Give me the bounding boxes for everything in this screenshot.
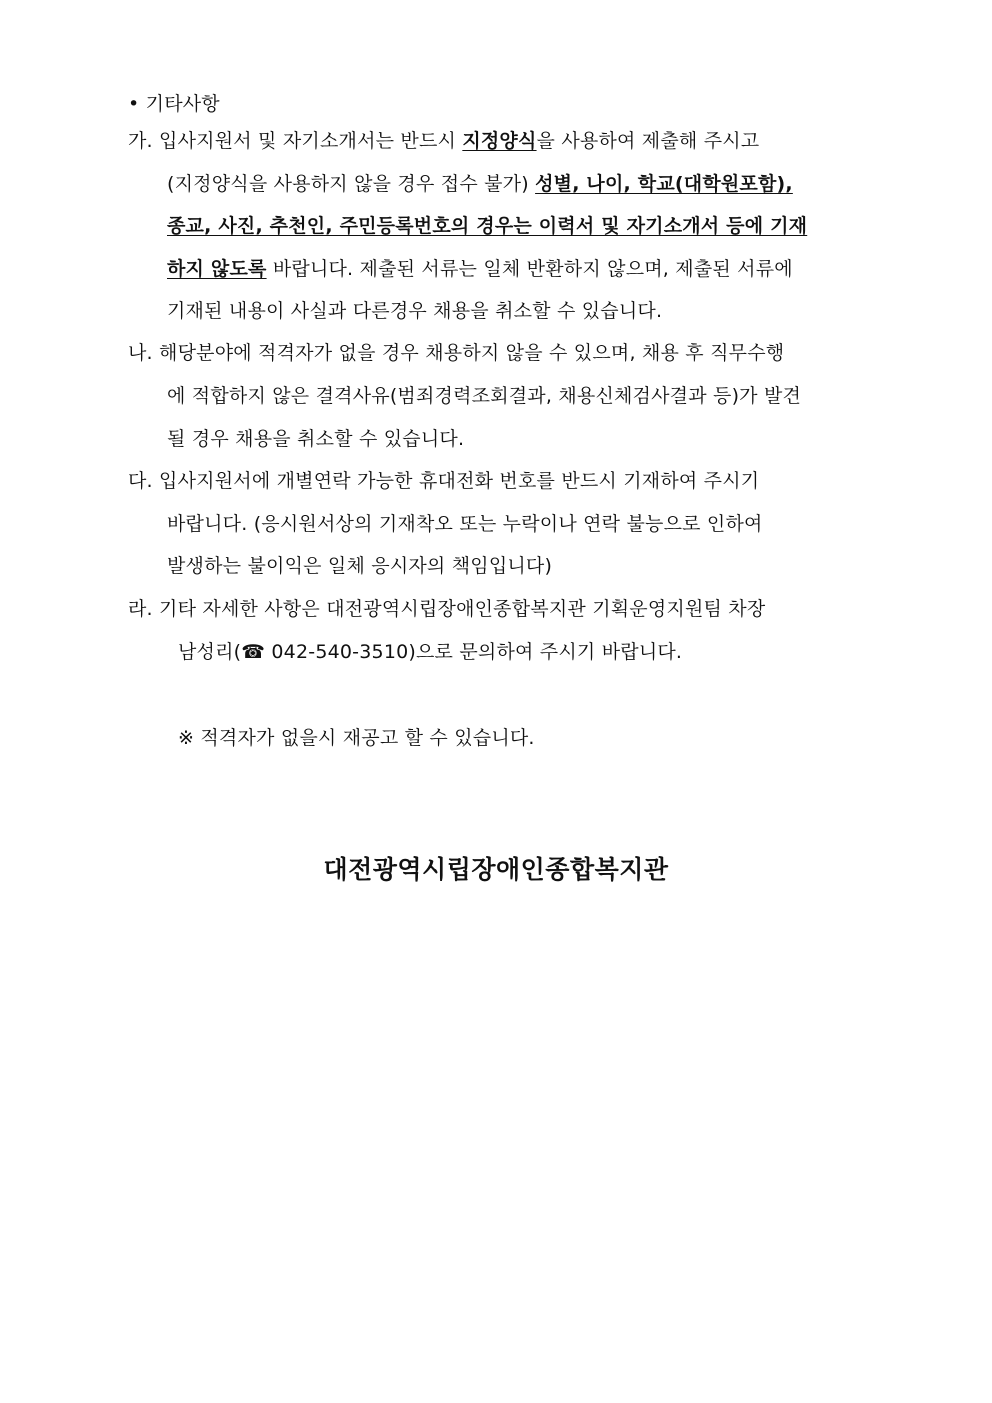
item-ga-text: 입사지원서 및 자기소개서는 반드시	[159, 130, 463, 152]
re-announcement-note: ※ 적격자가 없을시 재공고 할 수 있습니다.	[178, 727, 535, 749]
item-da-text: 입사지원서에 개별연락 가능한 휴대전화 번호를 반드시 기재하여 주시기	[159, 470, 760, 492]
item-ra-line-2	[178, 639, 682, 665]
item-ga-emphasis: 하지 않도록	[167, 258, 267, 280]
item-na-line-1	[128, 340, 784, 366]
item-na-line-2: 에 적합하지 않은 결격사유(범죄경력조회결과, 채용신체검사결과 등)가 발견	[167, 385, 802, 407]
item-ga-emphasis: 성별, 나이, 학교(대학원포함),	[535, 173, 793, 195]
phone-icon: ☎	[241, 641, 266, 663]
item-ga-text: (지정양식을 사용하지 않을 경우 접수 불가)	[167, 173, 536, 195]
item-na-line-3: 될 경우 채용을 취소할 수 있습니다.	[167, 428, 465, 450]
item-ra-text: 남성리(	[178, 641, 242, 663]
item-na-text: 해당분야에 적격자가 없을 경우 채용하지 않을 수 있으며, 채용 후 직무수행	[159, 342, 785, 364]
item-ga-line-1	[128, 128, 759, 154]
item-da-line-3: 발생하는 불이익은 일체 응시자의 책임입니다)	[167, 555, 553, 577]
item-ra-marker: 라.	[128, 598, 153, 620]
item-ra-text: 042-540-3510)으로 문의하여 주시기 바랍니다.	[265, 641, 683, 663]
item-ra-line-1	[128, 596, 765, 622]
item-ga-line-4	[167, 256, 793, 282]
item-na-marker: 나.	[128, 342, 153, 364]
item-da-line-2: 바랍니다. (응시원서상의 기재착오 또는 누락이나 연락 불능으로 인하여	[167, 513, 763, 535]
item-da-line-1	[128, 468, 759, 494]
section-heading: • 기타사항	[128, 93, 220, 115]
item-da-marker: 다.	[128, 470, 153, 492]
organization-name: 대전광역시립장애인종합복지관	[323, 855, 669, 884]
item-ga-text: 바랍니다. 제출된 서류는 일체 반환하지 않으며, 제출된 서류에	[266, 258, 793, 280]
item-ga-marker: 가.	[128, 130, 153, 152]
item-ga-line-2	[167, 171, 793, 197]
item-ga-text: 을 사용하여 제출해 주시고	[536, 130, 760, 152]
item-ga-line-5: 기재된 내용이 사실과 다른경우 채용을 취소할 수 있습니다.	[167, 300, 663, 322]
item-ga-emphasis: 지정양식	[462, 130, 537, 152]
item-ra-text: 기타 자세한 사항은 대전광역시립장애인종합복지관 기획운영지원팀 차장	[159, 598, 766, 620]
item-ga-line-3: 종교, 사진, 추천인, 주민등록번호의 경우는 이력서 및 자기소개서 등에 기재	[167, 215, 808, 237]
